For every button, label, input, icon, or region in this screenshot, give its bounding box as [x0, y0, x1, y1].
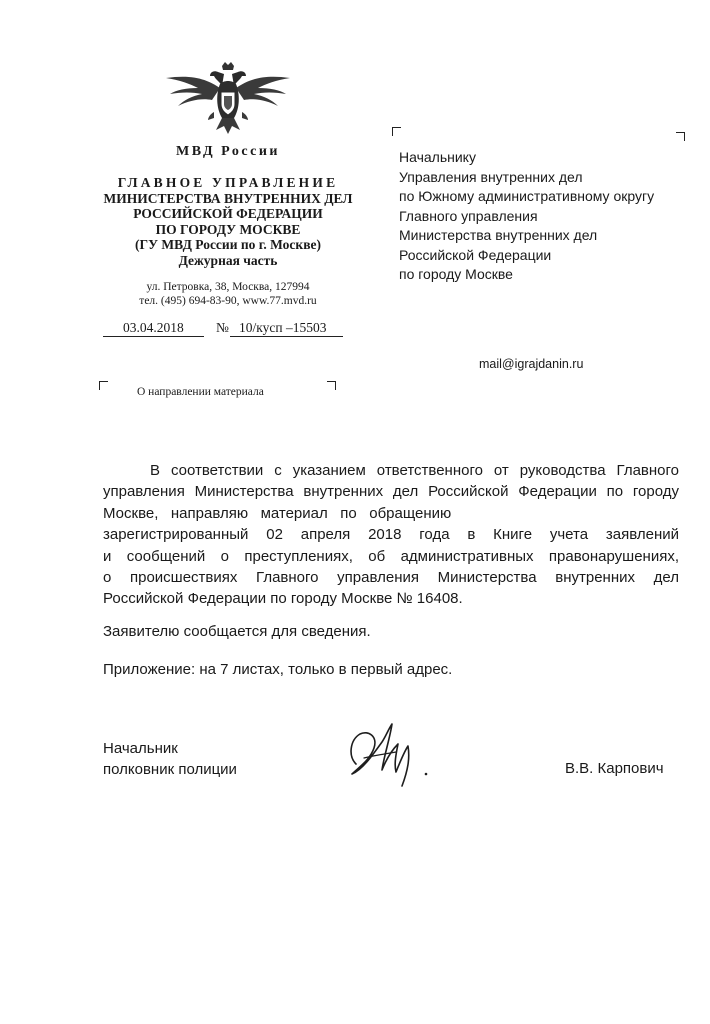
addressee-line: по городу Москве [399, 266, 513, 282]
number-underline [230, 336, 343, 337]
addressee-line: Управления внутренних дел [399, 168, 583, 185]
body-line: и сообщений о преступлениях, об административных правонарушениях, [103, 547, 679, 565]
department-line: МИНИСТЕРСТВА ВНУТРЕННИХ ДЕЛ [103, 190, 353, 206]
address-line: ул. Петровка, 38, Москва, 127994 [146, 281, 310, 293]
addressee-corner-right [676, 132, 685, 141]
department-line: Дежурная часть [178, 252, 278, 268]
body-line: Москве, направляю материал по обращению [103, 504, 452, 522]
addressee-corner-left [392, 127, 401, 136]
letterhead-address [60, 280, 396, 308]
body-line: Российской Федерации по городу Москве № 16408. [103, 590, 463, 608]
reference-date: 03.04.2018 [123, 320, 184, 335]
body-line: зарегистрированный 02 апреля 2018 года в Книге учета заявлений [103, 526, 679, 544]
addressee-block [399, 148, 654, 285]
reference-number: 10/кусп –15503 [239, 320, 327, 335]
addressee-line: Начальнику [399, 149, 476, 165]
handwritten-signature-icon [338, 712, 438, 792]
police-eagle-emblem [164, 60, 292, 138]
addressee-line: Российской Федерации [399, 246, 552, 263]
subject-corner-right [327, 381, 336, 390]
attachment-paragraph: Приложение: на 7 листах, только в первый адрес. [103, 661, 453, 678]
ministry-name: МВД России [176, 144, 280, 159]
signer-name: В.В. Карпович [565, 760, 664, 777]
date-underline [103, 336, 204, 337]
signer-position [103, 738, 237, 780]
department-line: ГЛАВНОЕ УПРАВЛЕНИЕ [117, 175, 339, 190]
phone-website-line: тел. (495) 694-83-90, www.77.mvd.ru [139, 295, 317, 307]
body-line: управления Министерства внутренних дел Российской Федерации по городу [103, 483, 679, 501]
body-line: В соответствии с указанием ответственного от руководства Главного [150, 462, 679, 479]
body-line: о происшествиях Главного управления Министерства внутренних дел [103, 568, 679, 586]
reference-row [103, 320, 343, 338]
position-line: Начальник [103, 740, 178, 757]
addressee-line: Министерства внутренних дел [399, 227, 598, 243]
applicant-email: mail@igrajdanin.ru [479, 357, 584, 371]
addressee-line: по Южному административному округу [399, 188, 655, 204]
subject-line: О направлении материала [137, 386, 264, 398]
department-line: ПО ГОРОДУ МОСКВЕ [155, 221, 301, 237]
body-paragraph [103, 460, 679, 610]
addressee-line: Главного управления [399, 207, 538, 224]
department-name [60, 175, 396, 268]
position-line: полковник полиции [103, 761, 237, 778]
department-line: РОССИЙСКОЙ ФЕДЕРАЦИИ [133, 206, 323, 221]
notice-paragraph: Заявителю сообщается для сведения. [103, 623, 371, 640]
department-line: (ГУ МВД России по г. Москве) [135, 237, 321, 252]
number-sign: № [216, 320, 229, 335]
subject-corner-left [99, 381, 108, 390]
